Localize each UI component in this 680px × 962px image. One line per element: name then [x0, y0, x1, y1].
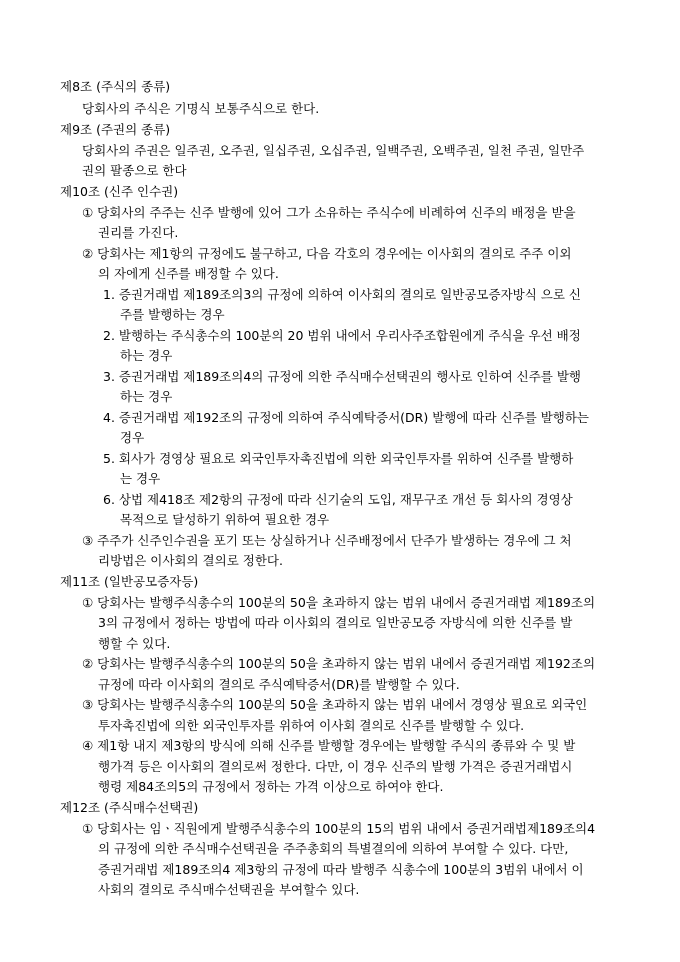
article-8-heading: 제8조 (주식의 종류) [60, 79, 171, 94]
article-10-para-1-line: 권리를 가진다. [98, 225, 179, 240]
article-10-para-2-line: 의 자에게 신주를 배정할 수 있다. [98, 266, 279, 281]
article-10-item-line: 목적으로 달성하기 위하여 필요한 경우 [120, 512, 330, 527]
article-10-item-line: 경우 [120, 430, 145, 445]
article-10-item-line: 4. 증권거래법 제192조의 규정에 의하여 주식예탁증서(DR) 발행에 따라 신주를 발행하는 [103, 410, 590, 425]
article-10-item-line: 3. 증권거래법 제189조의4의 규정에 의한 주식매수선택권의 행사로 인하여 신주를 발행 [103, 369, 581, 384]
article-11-para-line: ③ 당회사는 발행주식총수의 100분의 50을 초과하지 않는 범위 내에서 경영상 필요로 외국인 [82, 697, 588, 712]
article-10-item-line: 는 경우 [120, 471, 161, 486]
article-10-para-3-line: 리방법은 이사회의 결의로 정한다. [98, 553, 283, 568]
article-11-para-line: 행할 수 있다. [98, 636, 171, 651]
article-11-para-line: ② 당회사는 발행주식총수의 100분의 50을 초과하지 않는 범위 내에서 증권거래법 제192조의 [82, 656, 596, 671]
article-10-item-line: 5. 회사가 경영상 필요로 외국인투자촉진법에 의한 외국인투자를 위하여 신주를 발행하 [103, 451, 574, 466]
article-9-body-line: 권의 팔종으로 한다 [82, 163, 187, 178]
article-9-heading: 제9조 (주권의 종류) [60, 122, 171, 137]
article-11-para-line: 3의 규정에서 정하는 방법에 따라 이사회의 결의로 일반공모증 자방식에 의한 신주를 발 [98, 615, 573, 630]
article-9-body-line: 당회사의 주권은 일주권, 오주권, 일십주권, 오십주권, 일백주권, 오백주권, 일천 주권, 일만주 [82, 143, 585, 158]
article-10-item-line: 2. 발행하는 주식총수의 100분의 20 범위 내에서 우리사주조합원에게 주식을 우선 배정 [103, 328, 581, 343]
article-12-para-line: 사회의 결의로 주식매수선택권을 부여할수 있다. [98, 882, 360, 897]
article-10-para-2-line: ② 당회사는 제1항의 규정에도 불구하고, 다음 각호의 경우에는 이사회의 결의로 주주 이외 [82, 246, 572, 261]
article-11-heading: 제11조 (일반공모증자등) [60, 574, 199, 589]
article-8-body-line: 당회사의 주식은 기명식 보통주식으로 한다. [82, 101, 320, 116]
article-12-heading: 제12조 (주식매수선택권) [60, 800, 199, 815]
article-10-item-line: 1. 증권거래법 제189조의3의 규정에 의하여 이사회의 결의로 일반공모증자방식 으로 신 [103, 287, 581, 302]
article-12-para-line: 의 규정에 의한 주식매수선택권을 주주총회의 특별결의에 의하여 부여할 수 있다. 다만, [98, 841, 569, 856]
article-10-item-line: 하는 경우 [120, 348, 173, 363]
article-10-heading: 제10조 (신주 인수권) [60, 184, 179, 199]
article-10-para-1-line: ① 당회사의 주주는 신주 발행에 있어 그가 소유하는 주식수에 비례하여 신주의 배정을 받을 [82, 205, 576, 220]
article-10-item-line: 6. 상법 제418조 제2항의 규정에 따라 신기술의 도입, 재무구조 개선 등 회사의 경영상 [103, 492, 573, 507]
article-10-item-line: 주를 발행하는 경우 [120, 307, 225, 322]
article-10-item-line: 하는 경우 [120, 389, 173, 404]
article-12-para-line: ① 당회사는 임ㆍ직원에게 발행주식총수의 100분의 15의 범위 내에서 증권거래법제189조의4 [82, 821, 596, 836]
article-11-para-line: 행령 제84조의5의 규정에서 정하는 가격 이상으로 하여야 한다. [98, 779, 444, 794]
article-11-para-line: 투자촉진법에 의한 외국인투자를 위하여 이사회 결의로 신주를 발행할 수 있다. [98, 718, 525, 733]
article-11-para-line: 규정에 따라 이사회의 결의로 주식예탁증서(DR)를 발행할 수 있다. [98, 677, 460, 692]
article-10-para-3-line: ③ 주주가 신주인수권을 포기 또는 상실하거나 신주배정에서 단주가 발생하는 경우에 그 처 [82, 533, 572, 548]
article-12-para-line: 증권거래법 제189조의4 제3항의 규정에 따라 발행주 식총수에 100분의 3범위 내에서 이 [98, 862, 584, 877]
article-11-para-line: 행가격 등은 이사회의 결의로써 정한다. 다만, 이 경우 신주의 발행 가격은 증권거래법시 [98, 759, 573, 774]
article-11-para-line: ① 당회사는 발행주식총수의 100분의 50을 초과하지 않는 범위 내에서 증권거래법 제189조의 [82, 595, 596, 610]
article-11-para-line: ④ 제1항 내지 제3항의 방식에 의해 신주를 발행할 경우에는 발행할 주식의 종류와 수 및 발 [82, 738, 576, 753]
